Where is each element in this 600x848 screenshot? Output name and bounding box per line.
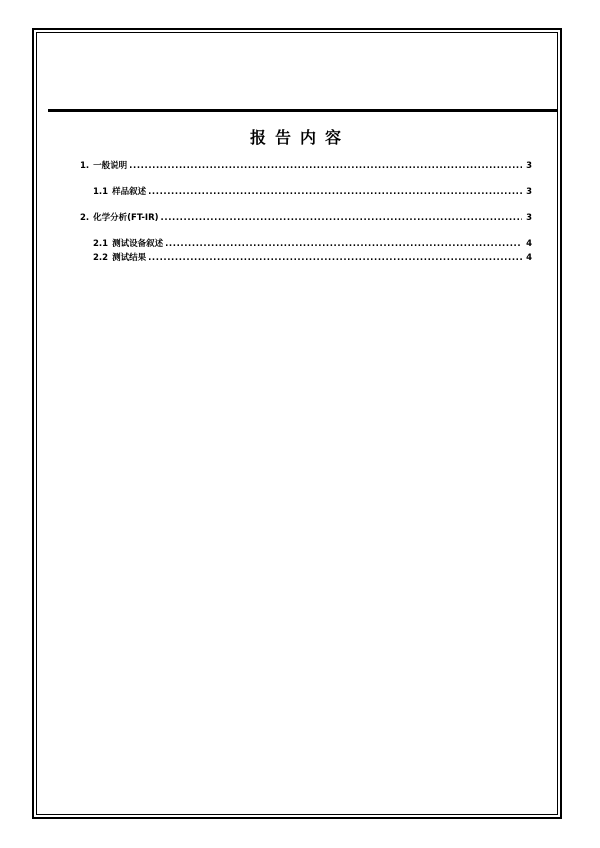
toc-dot-leader (148, 251, 522, 265)
toc-entry-label: 测试结果 (112, 253, 147, 263)
page-border-inner (36, 32, 558, 815)
toc-entry-number: 1.1 (93, 187, 109, 197)
toc-dot-leader (129, 159, 522, 173)
table-of-contents (80, 159, 532, 265)
toc-entry-test-results[interactable] (80, 251, 532, 265)
toc-entry-sample-description[interactable] (80, 185, 532, 199)
toc-entry-label: 化学分析(FT-IR) (93, 213, 159, 223)
toc-dot-leader (148, 185, 522, 199)
toc-page-number: 3 (526, 213, 532, 223)
toc-page-number: 4 (526, 253, 532, 263)
toc-entry-label: 样品叙述 (112, 187, 147, 197)
toc-entry-chemical-analysis[interactable] (80, 211, 532, 225)
toc-entry-label: 测试设备叙述 (112, 239, 164, 249)
toc-dot-leader (165, 237, 522, 251)
toc-page-number: 3 (526, 161, 532, 171)
toc-entry-number: 2.1 (93, 239, 109, 249)
report-contents-title: 报告内容 (249, 128, 350, 147)
toc-entry-general-description[interactable] (80, 159, 532, 173)
toc-entry-test-equipment[interactable] (80, 237, 532, 251)
header-rule (48, 109, 558, 112)
toc-entry-number: 2. (80, 213, 90, 223)
toc-entry-number: 1. (80, 161, 90, 171)
toc-dot-leader (161, 211, 522, 225)
toc-entry-number: 2.2 (93, 253, 109, 263)
toc-page-number: 4 (526, 239, 532, 249)
toc-page-number: 3 (526, 187, 532, 197)
toc-entry-label: 一般说明 (93, 161, 128, 171)
